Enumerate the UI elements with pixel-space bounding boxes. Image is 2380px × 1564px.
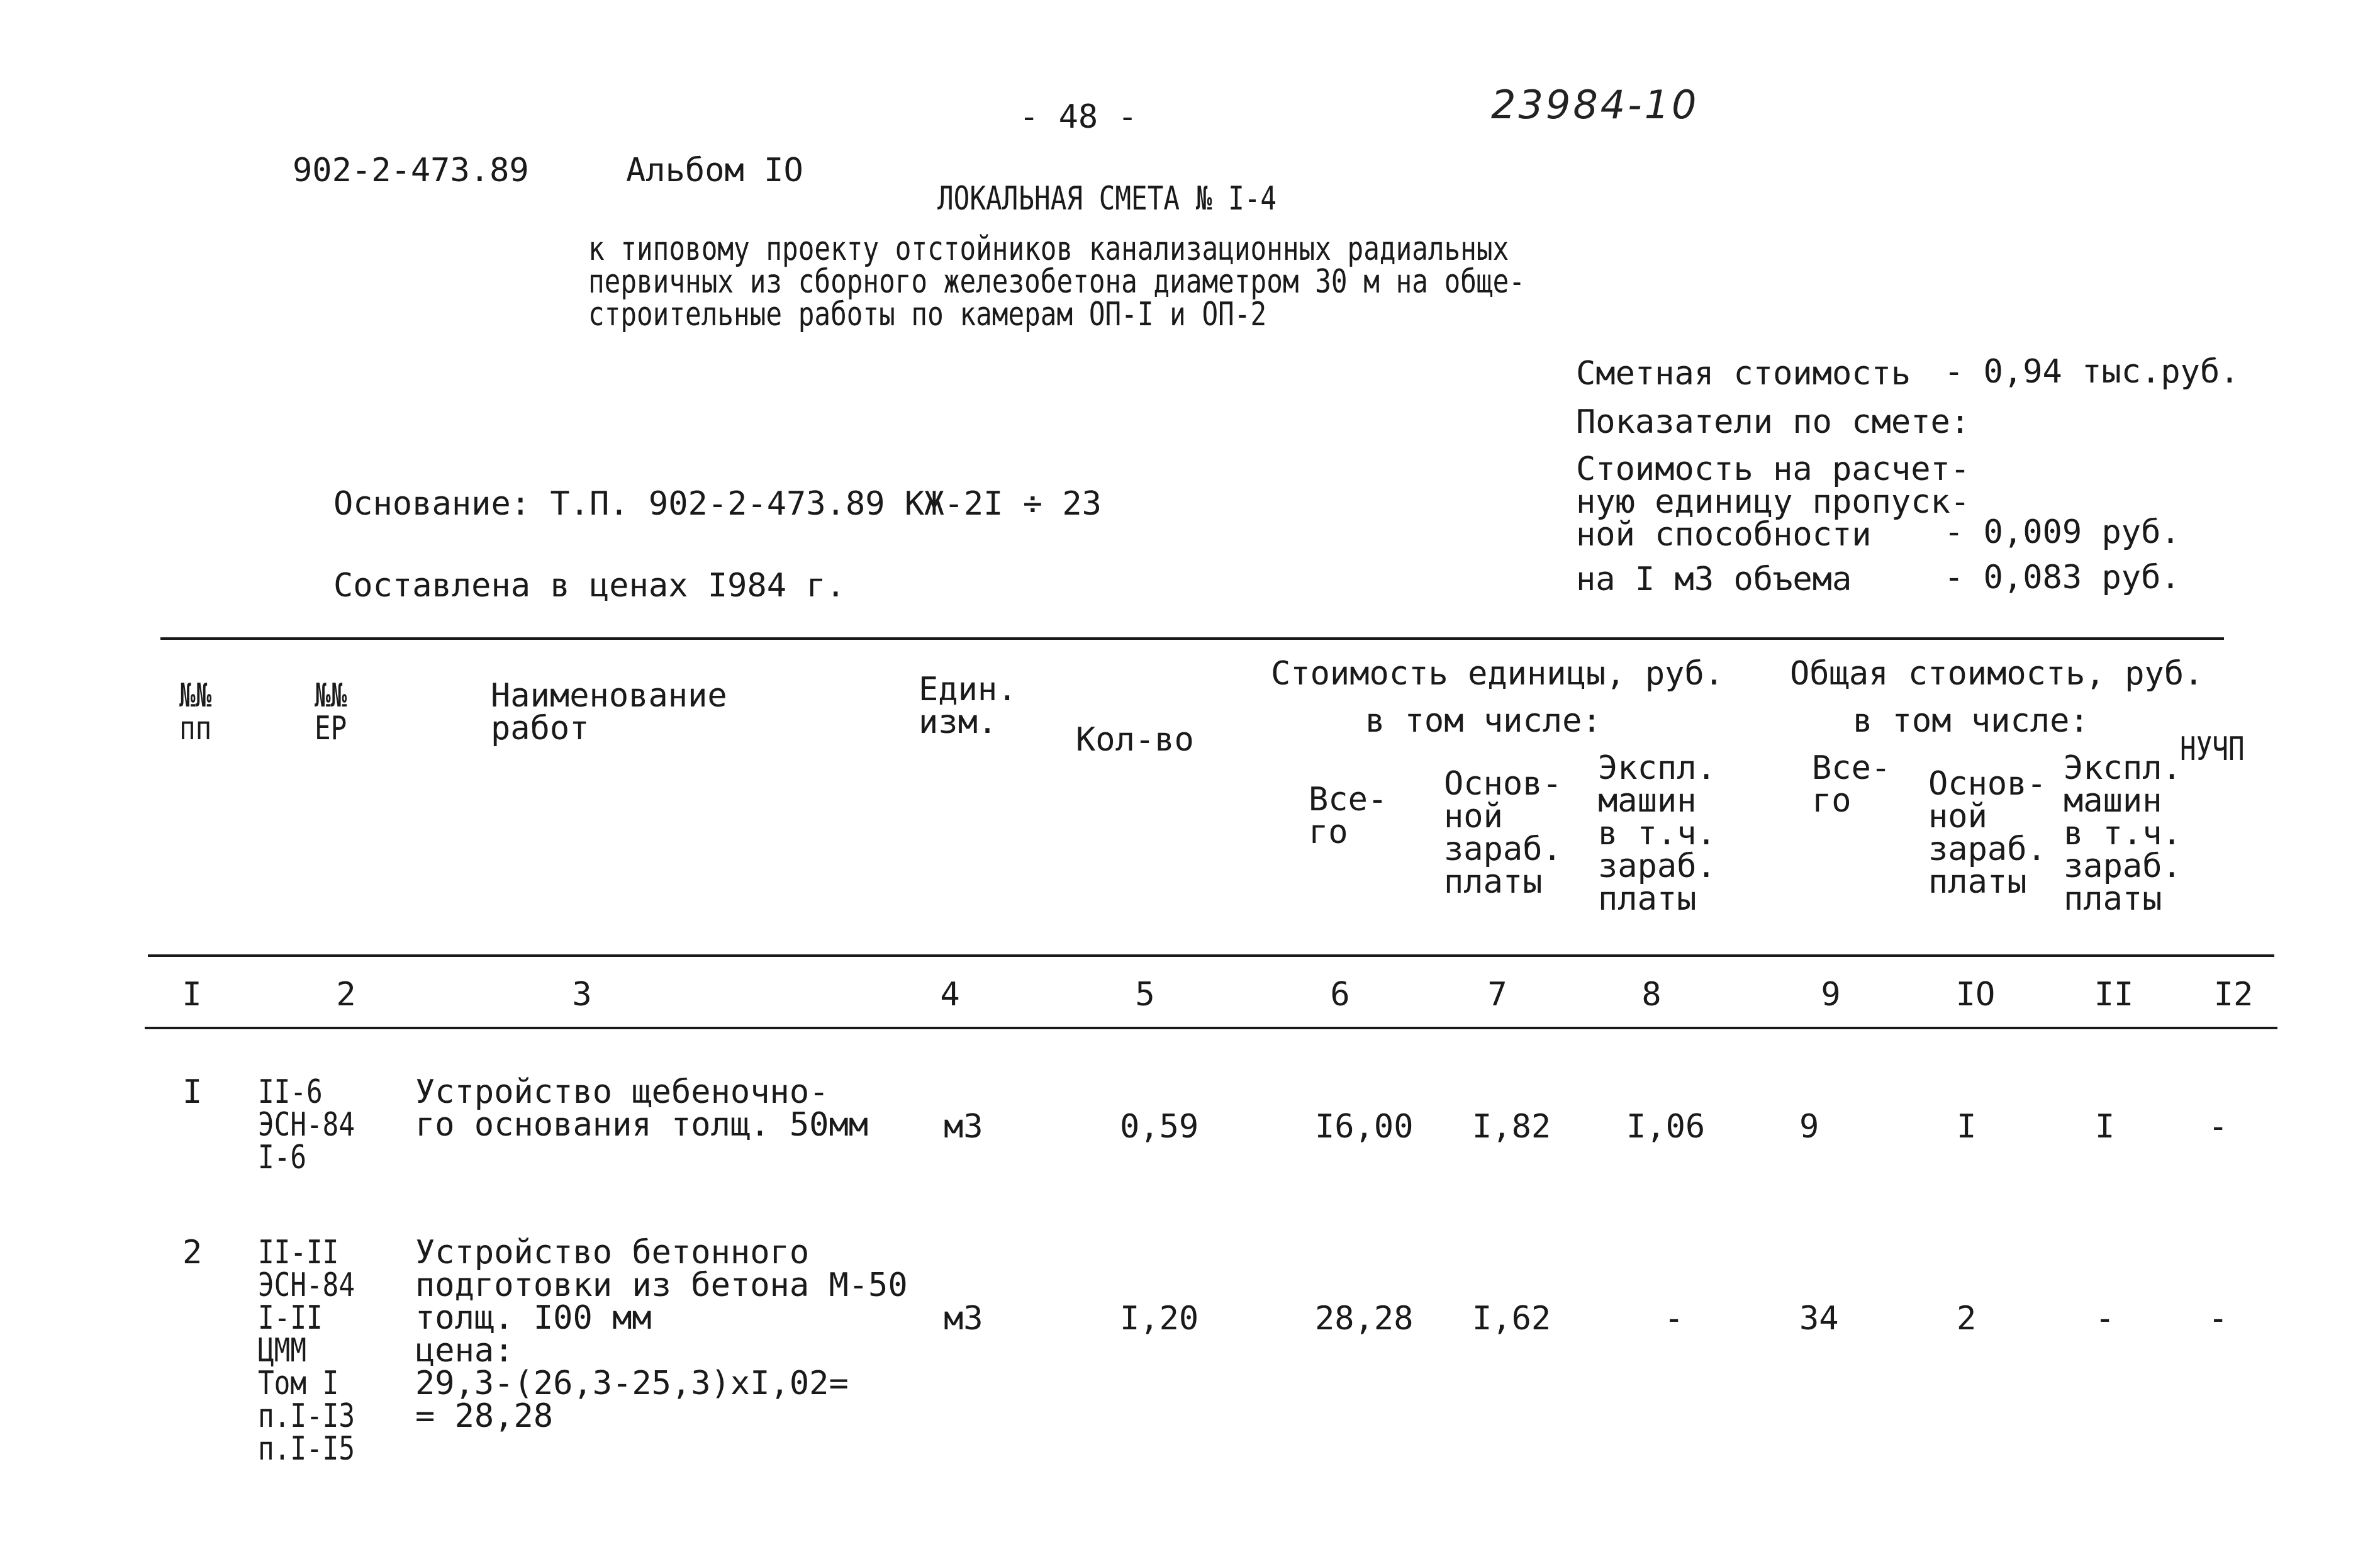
row-total-wages: 2 xyxy=(1957,1300,1977,1338)
header-unit-machines: Экспл. машин в т.ч. зараб. платы xyxy=(1598,749,1716,918)
column-number: 3 xyxy=(572,976,592,1014)
column-number: 6 xyxy=(1330,976,1350,1014)
page-number: - 48 - xyxy=(1019,98,1137,136)
header-overhead: НУЧП xyxy=(2180,730,2245,768)
per-m3-label: на I м3 объема xyxy=(1576,561,1852,598)
row-total-wages: I xyxy=(1957,1108,1977,1146)
row-unit-machines: I,06 xyxy=(1626,1108,1706,1146)
table-top-rule xyxy=(160,637,2224,640)
header-work-name: Наименование работ xyxy=(491,677,727,747)
header-unit-total: Все- го xyxy=(1309,781,1388,851)
row-work-name: Устройство щебеночно- го основания толщ. 50мм xyxy=(415,1073,869,1144)
row-unit: м3 xyxy=(944,1300,983,1338)
header-ref-number: №№ ЕР xyxy=(315,677,347,747)
album-label: Альбом IO xyxy=(626,152,803,189)
header-total: Все- го xyxy=(1812,749,1891,820)
row-total-machines: - xyxy=(2095,1300,2115,1338)
column-number: 4 xyxy=(940,976,960,1014)
column-number: I xyxy=(182,976,202,1014)
row-total: 34 xyxy=(1799,1300,1839,1338)
column-number: 2 xyxy=(336,976,356,1014)
column-number: 9 xyxy=(1821,976,1841,1014)
row-total-machines: I xyxy=(2095,1108,2115,1146)
per-m3-value: - 0,083 руб. xyxy=(1944,559,2181,596)
basis-text: Основание: Т.П. 902-2-473.89 КЖ-2I ÷ 23 xyxy=(333,485,1102,523)
unit-capacity-label-3: ной способности xyxy=(1576,516,1872,554)
column-numbers-rule xyxy=(145,1027,2277,1029)
handwritten-number: 23984-10 xyxy=(1491,82,1699,128)
header-unit: Един. изм. xyxy=(919,671,1017,741)
row-overhead: - xyxy=(2208,1300,2228,1338)
project-code: 902-2-473.89 xyxy=(293,152,529,189)
row-total: 9 xyxy=(1799,1108,1819,1146)
indicators-label: Показатели по смете: xyxy=(1576,403,1970,441)
estimated-cost-label: Сметная стоимость xyxy=(1576,355,1911,393)
estimated-cost-value: - 0,94 тыс.руб. xyxy=(1944,353,2240,391)
row-quantity: I,20 xyxy=(1120,1300,1199,1338)
column-number: 5 xyxy=(1135,976,1155,1014)
subtitle-line-2: первичных из сборного железобетона диаметром 30 м на обще- xyxy=(588,263,1525,301)
row-unit-total: I6,00 xyxy=(1315,1108,1414,1146)
row-number: 2 xyxy=(182,1234,203,1271)
row-work-name: Устройство бетонного подготовки из бетона М-50 толщ. I00 мм цена: 29,3-(26,3-25,3)хI,02= = 28,28 xyxy=(415,1234,908,1435)
header-unit-wages: Основ- ной зараб. платы xyxy=(1444,765,1562,901)
column-number: 8 xyxy=(1641,976,1662,1014)
header-quantity: Кол-во xyxy=(1076,721,1194,759)
row-reference: II-II ЭСН-84 I-II ЦММ Том I п.I-I3 п.I-I5 xyxy=(258,1234,355,1468)
column-number: II xyxy=(2094,976,2134,1014)
row-overhead: - xyxy=(2208,1108,2228,1146)
header-bottom-rule xyxy=(148,954,2274,957)
header-total-machines: Экспл. машин в т.ч. зараб. платы xyxy=(2064,749,2182,918)
header-unit-cost-group: Стоимость единицы, руб. xyxy=(1271,655,1724,693)
row-unit-total: 28,28 xyxy=(1315,1300,1414,1338)
row-unit-wages: I,62 xyxy=(1472,1300,1551,1338)
row-reference: II-6 ЭСН-84 I-6 xyxy=(258,1073,355,1176)
header-total-incl: в том числе: xyxy=(1853,702,2089,740)
column-number: IO xyxy=(1955,976,1996,1014)
header-unit-incl: в том числе: xyxy=(1365,702,1602,740)
header-row-number: №№ пп xyxy=(179,677,212,747)
row-unit-wages: I,82 xyxy=(1472,1108,1551,1146)
unit-capacity-label-2: ную единицу пропуск- xyxy=(1576,483,1970,521)
row-unit: м3 xyxy=(944,1108,983,1146)
row-unit-machines: - xyxy=(1664,1300,1684,1338)
prices-year-text: Составлена в ценах I984 г. xyxy=(333,567,846,605)
unit-capacity-value: - 0,009 руб. xyxy=(1944,513,2181,551)
column-number: 7 xyxy=(1487,976,1507,1014)
column-number: I2 xyxy=(2213,976,2254,1014)
row-quantity: 0,59 xyxy=(1120,1108,1199,1146)
subtitle-line-1: к типовому проекту отстойников канализационных радиальных xyxy=(588,230,1509,268)
header-total-wages: Основ- ной зараб. платы xyxy=(1928,765,2047,901)
subtitle-line-3: строительные работы по камерам ОП-I и ОП-2 xyxy=(588,296,1267,333)
header-total-cost-group: Общая стоимость, руб. xyxy=(1790,655,2204,693)
document-title: ЛОКАЛЬНАЯ СМЕТА № I-4 xyxy=(937,180,1277,218)
unit-capacity-label-1: Стоимость на расчет- xyxy=(1576,450,1970,488)
row-number: I xyxy=(182,1073,203,1111)
